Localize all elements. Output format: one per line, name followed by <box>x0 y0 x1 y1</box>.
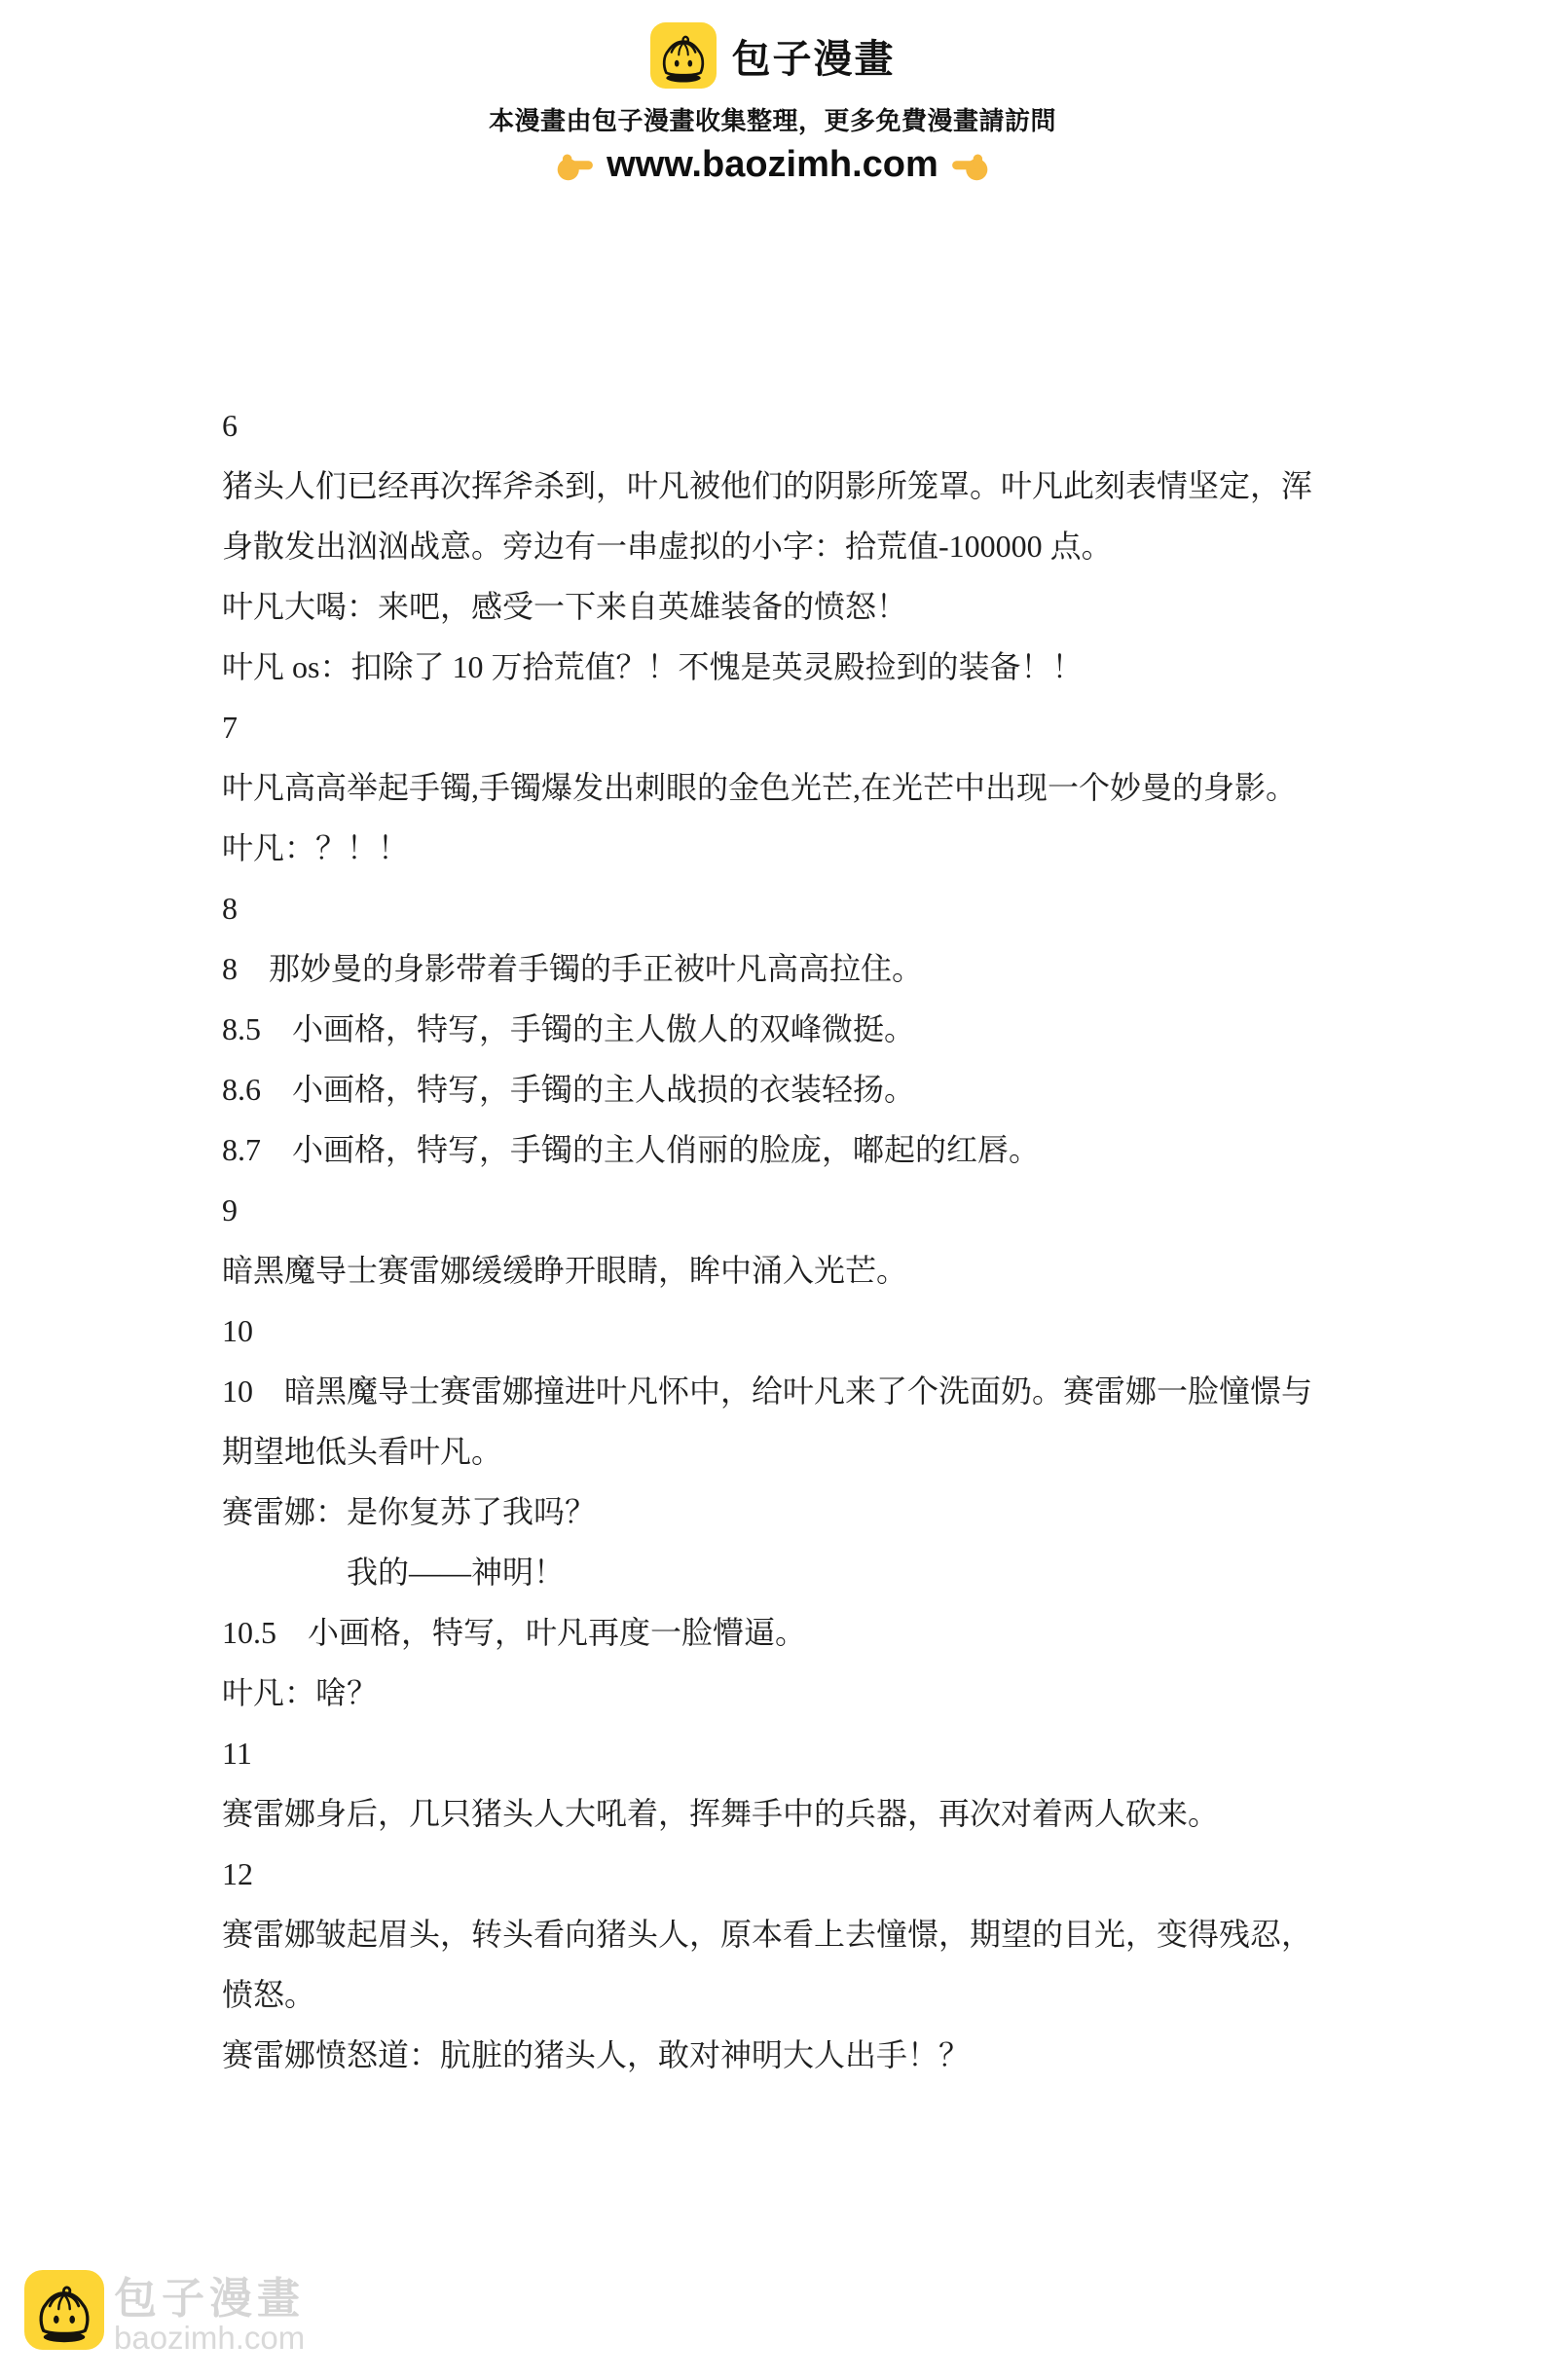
script-line: 赛雷娜：是你复苏了我吗？ <box>222 1494 597 1529</box>
header-subtitle: 本漫畫由包子漫畫收集整理，更多免費漫畫請訪問 <box>488 106 1056 135</box>
script-line: 愤怒。 <box>222 1977 316 2012</box>
script-line: 叶凡大喝：来吧，感受一下来自英雄装备的愤怒！ <box>222 589 908 624</box>
script-line: 8.7 小画格，特写，手镯的主人俏丽的脸庞，嘟起的红唇。 <box>222 1132 1041 1167</box>
script-line: 11 <box>222 1736 252 1771</box>
script-body <box>222 395 1371 2085</box>
script-line: 叶凡：啥？ <box>222 1675 379 1710</box>
footer-brand: 包子漫畫 <box>114 2275 305 2323</box>
header-url: www.baozimh.com <box>607 144 938 185</box>
script-line: 8.5 小画格，特写，手镯的主人傲人的双峰微挺。 <box>222 1011 916 1046</box>
script-line: 6 <box>222 408 238 443</box>
header <box>0 0 1545 186</box>
brand-row <box>0 0 1545 89</box>
script-line: 7 <box>222 710 238 745</box>
script-line: 10 <box>222 1313 253 1348</box>
script-line: 叶凡：？！！ <box>222 830 410 865</box>
script-line: 猪头人们已经再次挥斧杀到，叶凡被他们的阴影所笼罩。叶凡此刻表情坚定，浑 <box>222 468 1313 503</box>
script-line: 我的——神明！ <box>222 1555 566 1590</box>
pointing-left-icon <box>950 145 991 186</box>
script-line: 8 <box>222 891 238 926</box>
script-line: 8.6 小画格，特写，手镯的主人战损的衣装轻扬。 <box>222 1072 916 1107</box>
script-line: 10 暗黑魔导士赛雷娜撞进叶凡怀中，给叶凡来了个洗面奶。赛雷娜一脸憧憬与 <box>222 1373 1313 1409</box>
header-url-row <box>0 144 1545 186</box>
script-line: 8 那妙曼的身影带着手镯的手正被叶凡高高拉住。 <box>222 951 924 986</box>
footer-watermark <box>24 2270 305 2355</box>
script-line: 9 <box>222 1192 238 1227</box>
script-line: 身散发出汹汹战意。旁边有一串虚拟的小字：拾荒值-100000 点。 <box>222 529 1113 564</box>
script-line: 赛雷娜身后，几只猪头人大吼着，挥舞手中的兵器，再次对着两人砍来。 <box>222 1796 1220 1831</box>
pointing-right-icon <box>554 145 595 186</box>
script-line: 暗黑魔导士赛雷娜缓缓睁开眼睛，眸中涌入光芒。 <box>222 1253 908 1288</box>
baozi-bun-logo-icon <box>650 22 717 89</box>
script-line: 12 <box>222 1856 253 1891</box>
script-line: 期望地低头看叶凡。 <box>222 1434 503 1469</box>
baozi-bun-watermark-icon <box>24 2270 104 2350</box>
footer-url: baozimh.com <box>114 2320 306 2356</box>
script-line: 赛雷娜愤怒道：肮脏的猪头人，敢对神明大人出手！？ <box>222 2037 971 2072</box>
script-line: 叶凡高高举起手镯,手镯爆发出刺眼的金色光芒,在光芒中出现一个妙曼的身影。 <box>222 770 1298 805</box>
brand-title: 包子漫畫 <box>731 37 896 81</box>
footer-text <box>114 2277 305 2355</box>
script-line: 10.5 小画格，特写，叶凡再度一脸懵逼。 <box>222 1615 807 1650</box>
script-line: 叶凡 os：扣除了 10 万拾荒值？！不愧是英灵殿捡到的装备！！ <box>222 649 1084 684</box>
script-line: 赛雷娜皱起眉头，转头看向猪头人，原本看上去憧憬，期望的目光，变得残忍， <box>222 1917 1313 1952</box>
